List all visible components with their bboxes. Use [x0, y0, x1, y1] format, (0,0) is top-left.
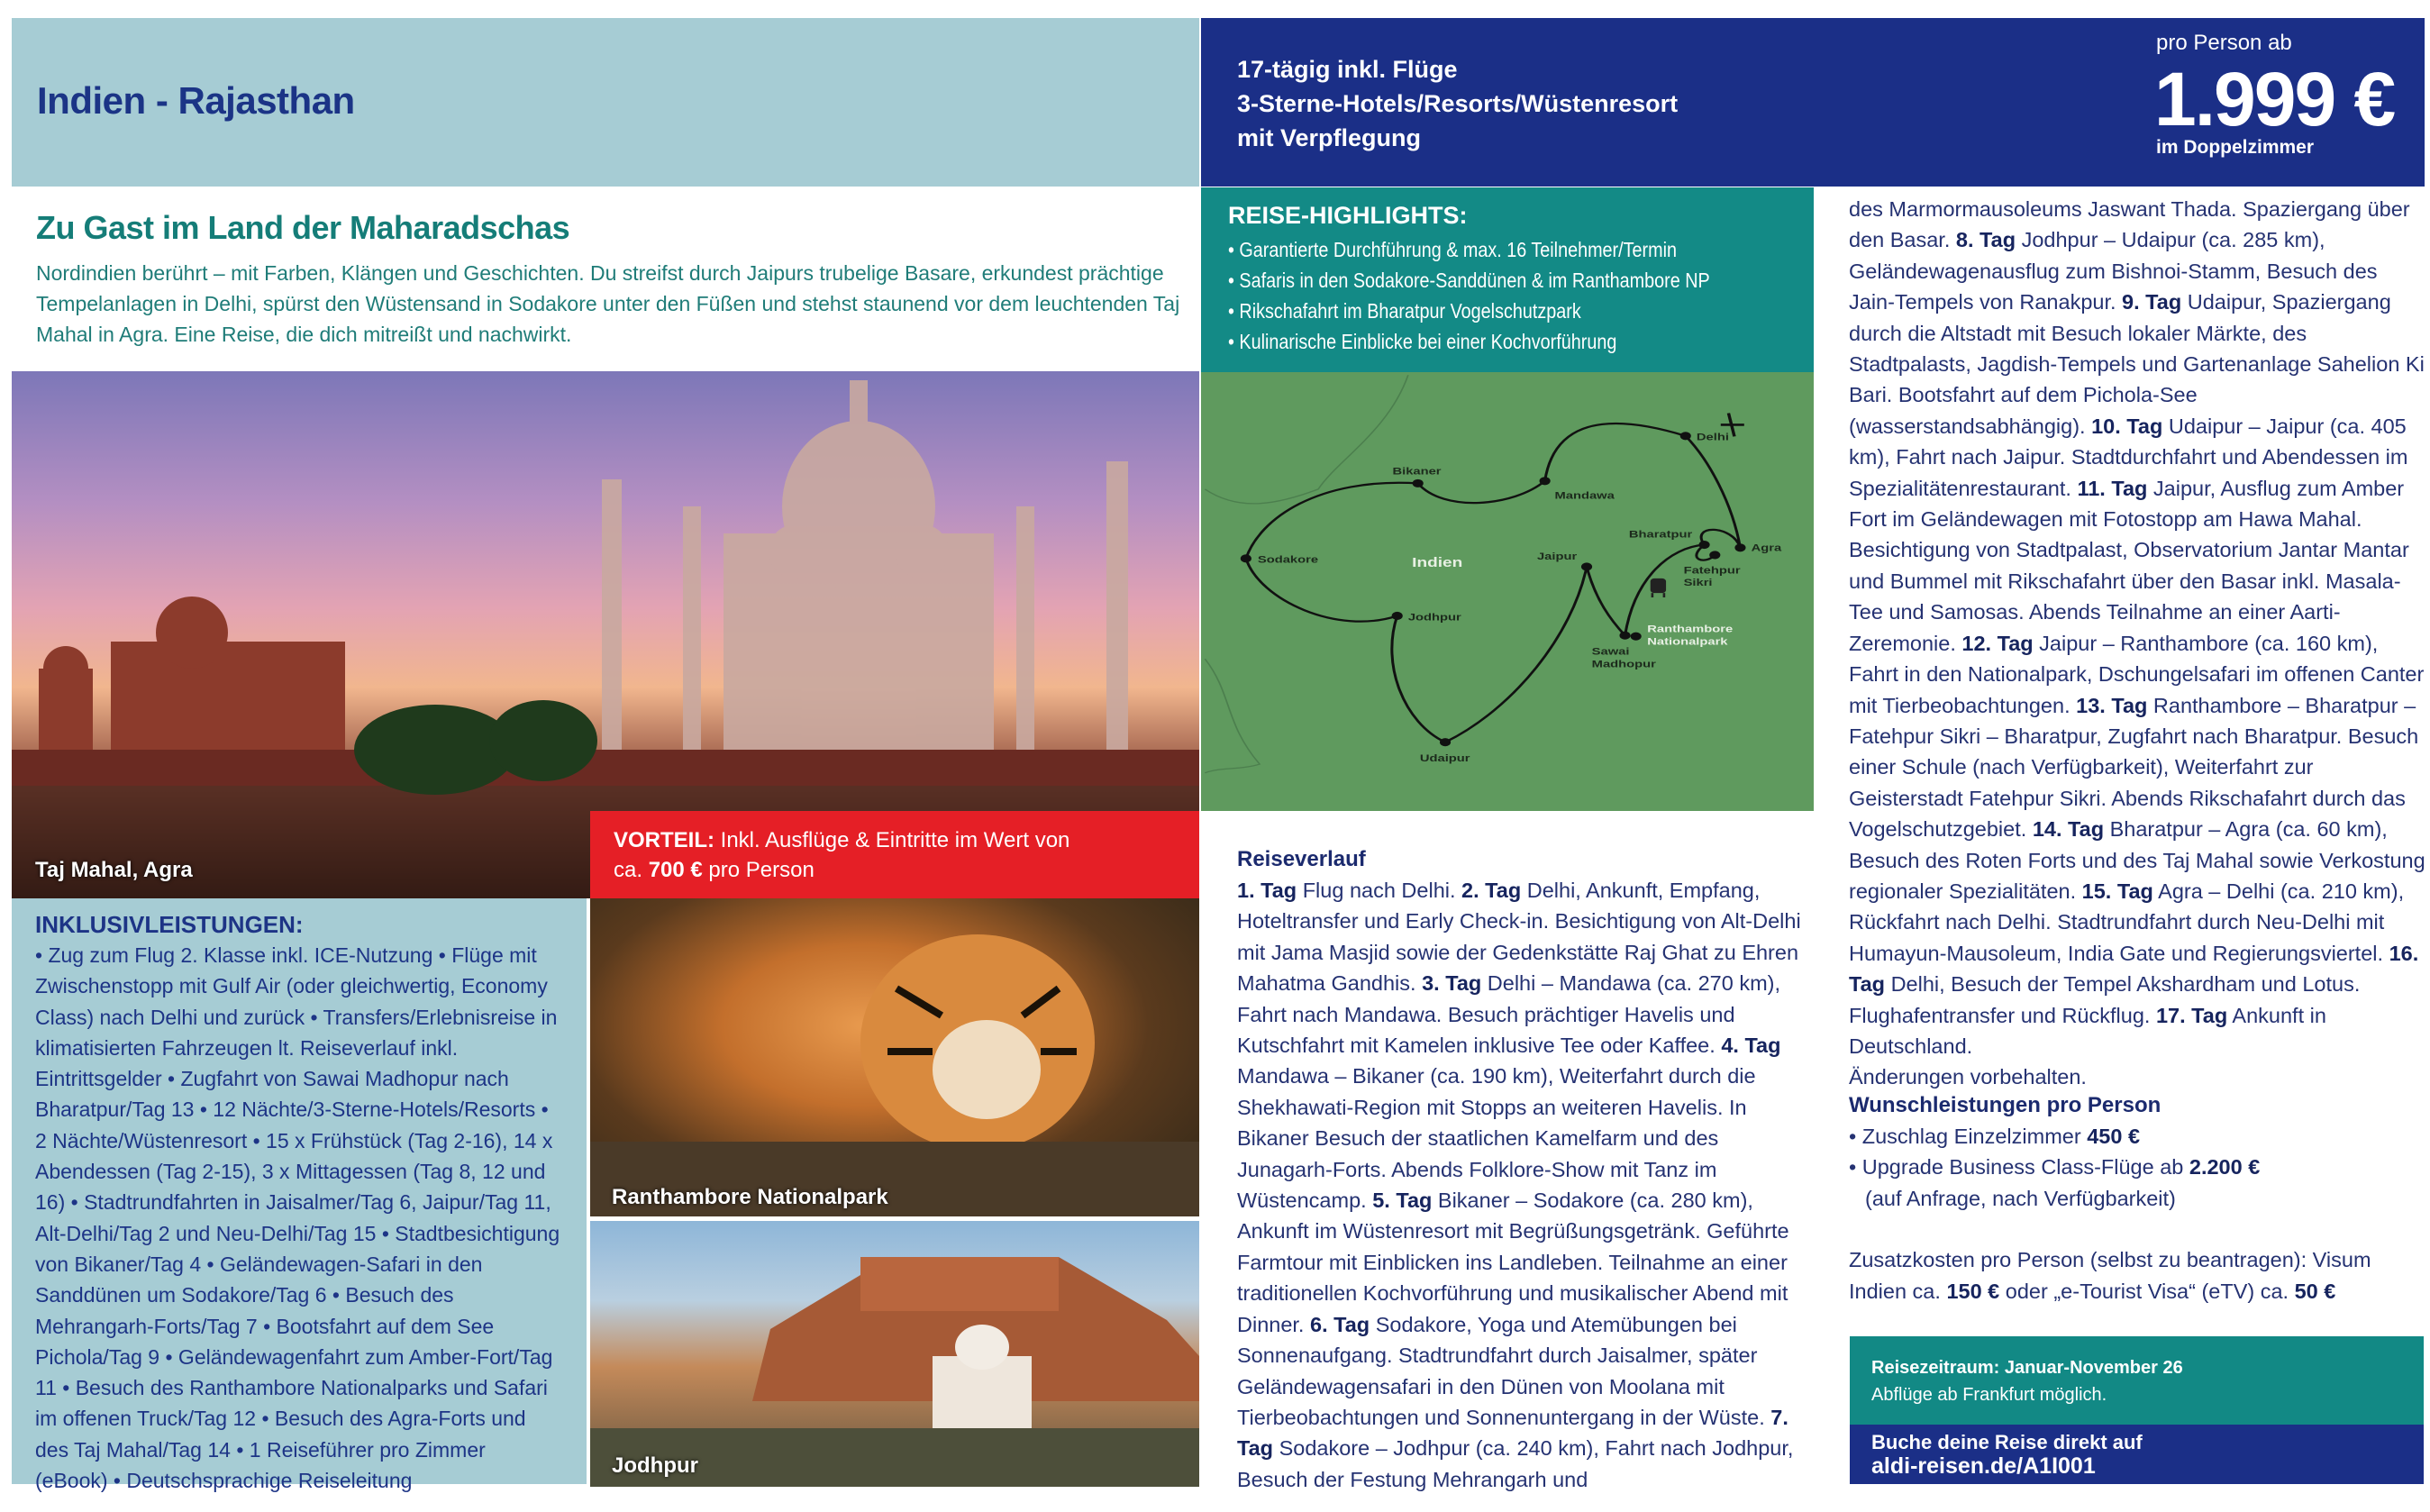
- abflug-info: Abflüge ab Frankfurt möglich.: [1871, 1385, 2107, 1405]
- fact-meals: mit Verpflegung: [1237, 124, 1422, 151]
- map-label-ranthambore: Ranthambore: [1647, 623, 1734, 634]
- day-text: Sodakore – Jodhpur (ca. 240 km), Fahrt nach Jodhpur, Besuch der Festung Mehrangarh und: [1237, 1436, 1794, 1491]
- tiger-illustration: [590, 898, 1199, 1216]
- price-suffix: im Doppelzimmer: [2156, 137, 2315, 158]
- map-label-delhi: Delhi: [1696, 431, 1729, 442]
- map-label-fatehpur: Fatehpur: [1683, 564, 1741, 576]
- day-text: Delhi, Ankunft, Empfang, Hoteltransfer und Early Check-in. Besichtigung von Alt-Delhi mit Jama Masjid sowie der Gedenkstätte Raj Ghat zu Ehren Mahatma Gandhis.: [1237, 879, 1801, 996]
- zusatz-text: oder „e-Tourist Visa“ (eTV) ca.: [1999, 1279, 2295, 1303]
- day-label: 14. Tag: [2032, 817, 2105, 842]
- city-dot-jodhpur: [1392, 612, 1403, 620]
- booking-box: [1850, 1425, 2424, 1484]
- highlight-item: • Kulinarische Einblicke bei einer Kochvorführung: [1228, 330, 1617, 353]
- zusatz-price-visum: 150 €: [1946, 1279, 2000, 1303]
- map-label-udaipur: Udaipur: [1419, 751, 1470, 764]
- day-label: 8. Tag: [1955, 228, 2016, 252]
- reiseverlauf-col1: [1237, 844, 1814, 1495]
- city-dot-bharatpur: [1699, 541, 1710, 549]
- day-text: Ankunft in Deutschland.: [1849, 1003, 2326, 1058]
- wunsch-item-business: [1849, 1152, 2425, 1182]
- day-label: 12. Tag: [1961, 631, 2034, 655]
- vorteil-box: [590, 811, 1199, 898]
- highlights-list: [1228, 234, 1786, 357]
- zusatz-text: Zusatzkosten pro Person (selbst zu beantragen): Visum Indien ca.: [1849, 1248, 2371, 1303]
- inklusiv-title: INKLUSIVLEISTUNGEN:: [35, 911, 304, 938]
- map-label-jodhpur: Jodhpur: [1407, 611, 1461, 623]
- day-label: 11. Tag: [2077, 476, 2148, 500]
- city-dot-bikaner: [1413, 479, 1424, 487]
- day-label: 9. Tag: [2122, 290, 2182, 314]
- taj-caption: Taj Mahal, Agra: [35, 858, 193, 882]
- map-label-mandawa: Mandawa: [1554, 489, 1615, 501]
- day-text: Udaipur, Spaziergang durch die Altstadt mit Besuch lokaler Märkte, des Stadtpalasts, Jagdish-Tempels und Gartenanlage Sahelion Ki Bari. Bootsfahrt auf dem Pichola-See (wasserstandsabhängig).: [1849, 290, 2425, 438]
- map-label-sodakore: Sodakore: [1257, 553, 1319, 566]
- city-dot-udaipur: [1440, 738, 1451, 746]
- map-label-bikaner: Bikaner: [1392, 465, 1442, 478]
- day-label: 6. Tag: [1310, 1312, 1370, 1336]
- reiseverlauf-text-continued: [1849, 194, 2425, 1061]
- day-text: Ranthambore – Bharatpur – Fatehpur Sikri – Bharatpur, Zugfahrt nach Bharatpur. Besuch einer Schule (nach Verfügbarkeit), Weiterfahrt zur Geisterstadt Fatehpur Sikri. Abends Rikschafahrt durch das Vogelschutzgebiet.: [1849, 693, 2419, 842]
- highlight-item: • Garantierte Durchführung & max. 16 Teilnehmer/Termin: [1228, 238, 1677, 261]
- vorteil-text-person: pro Person: [702, 858, 815, 882]
- inklusiv-text: • Zug zum Flug 2. Klasse inkl. ICE-Nutzung • Flüge mit Zwischenstopp mit Gulf Air (oder gleichwertig, Economy Class) nach Delhi und zurück • Transfers/Erlebnisreise in klimatisierten Fahrzeugen lt. Reiseverlauf inkl. Eintrittsgelder • Zugfahrt von Sawai Madhopur nach Bharatpur/Tag 13 • 12 Nächte/3-Sterne-Hotels/Resorts • 2 Nächte/Wüstenresort • 15 x Frühstück (Tag 2-16), 14 x Abendessen (Tag 2-15), 3 x Mittagessen (Tag 8, 12 und 16) • Stadtrundfahrten in Jaisalmer/Tag 6, Jaipur/Tag 11, Alt-Delhi/Tag 2 und Neu-Delhi/Tag 15 • Stadtbesichtigung von Bikaner/Tag 4 • Geländewagen-Safari in den Sanddünen um Sodakore/Tag 6 • Besuch des Mehrangarh-Forts/Tag 7 • Bootsfahrt auf dem See Pichola/Tag 9 • Geländewagenfahrt zum Amber-Fort/Tag 11 • Besuch des Ranthambore Nationalparks und Safari im offenen Truck/Tag 12 • Besuch des Agra-Forts und des Taj Mahal/Tag 14 • 1 Reiseführer pro Zimmer (eBook) • Deutschsprachige Reiseleitung: [35, 943, 560, 1493]
- day-text: Jaipur, Ausflug zum Amber Fort im Geländewagen mit Fotostopp am Hawa Mahal. Besichtigung von Stadtpalast, Observatorium Jantar Mantar und Bummel mit Rikschafahrt über den Basar inkl. Masala-Tee und Samosas. Abends Teilnahme an einer Aarti-Zeremonie.: [1849, 476, 2409, 655]
- city-dot-mandawa: [1540, 477, 1551, 485]
- day-label: 15. Tag: [2081, 879, 2153, 903]
- day-text: Bikaner – Sodakore (ca. 280 km), Ankunft im Wüstenresort mit Begrüßungsgetränk. Geführte Farmtour mit Einblicken ins Landleben. Teilnahme an einer traditionellen Kochvorführung und musikalischer Abend mit Dinner.: [1237, 1189, 1789, 1336]
- map-label-agra: Agra: [1751, 542, 1782, 554]
- reisezeitraum: Reisezeitraum: Januar-November 26: [1871, 1358, 2183, 1378]
- intro-headline: Zu Gast im Land der Maharadschas: [36, 209, 570, 246]
- price-banner: [1201, 18, 2425, 187]
- wunsch-item-price: 2.200 €: [2189, 1155, 2261, 1180]
- wunsch-item-text: • Upgrade Business Class-Flüge ab: [1849, 1155, 2189, 1180]
- day-label: 10. Tag: [2091, 414, 2163, 438]
- reiseverlauf-note: Änderungen vorbehalten.: [1849, 1065, 2087, 1089]
- city-dot-ranthambore: [1631, 633, 1642, 641]
- tiger-photo: [590, 898, 1199, 1216]
- tiger-caption: Ranthambore Nationalpark: [612, 1185, 888, 1209]
- extras: [1849, 1090, 2425, 1307]
- day-text: Delhi, Besuch der Tempel Akshardham und Lotus. Flughafentransfer und Rückflug.: [1849, 972, 2361, 1027]
- fact-hotels: 3-Sterne-Hotels/Resorts/Wüstenresort: [1237, 90, 1679, 117]
- city-dot-fatehpur-sikri: [1709, 551, 1720, 559]
- intro-text: Nordindien berührt – mit Farben, Klängen und Geschichten. Du streifst durch Jaipurs trubelige Basare, erkundest prächtige Tempelanlagen in Delhi, spürst den Wüstensand in Sodakore unter den Füßen und stehst staunend vor dem leuchtenden Taj Mahal in Agra. Eine Reise, die dich mitreißt und nachwirkt.: [36, 261, 1180, 346]
- jodhpur-caption: Jodhpur: [612, 1453, 698, 1478]
- vorteil-text-ca: ca.: [614, 858, 649, 882]
- wunsch-item-price: 450 €: [2087, 1125, 2141, 1148]
- day-text: Mandawa – Bikaner (ca. 190 km), Weiterfahrt durch die Shekhawati-Region mit Stopps an weiteren Havelis. In Bikaner Besuch der staatlichen Kamelfarm und des Junagarh-Forts. Abends Folklore-Show mit Tanz im Wüstencamp.: [1237, 1064, 1756, 1213]
- route-map: [1201, 372, 1814, 811]
- city-dot-agra: [1734, 543, 1745, 551]
- booking-link[interactable]: aldi-reisen.de/A1I001: [1871, 1453, 2096, 1479]
- price: 1.999 €: [2154, 57, 2395, 141]
- train-icon: [1651, 578, 1666, 597]
- day-label: 1. Tag: [1237, 879, 1297, 902]
- jodhpur-photo: [590, 1221, 1199, 1487]
- day-label: 7. Tag: [1237, 1405, 1788, 1461]
- day-text: Flug nach Delhi.: [1297, 879, 1462, 902]
- zusatz-price-etv: 50 €: [2294, 1279, 2336, 1303]
- city-dot-jaipur: [1581, 562, 1592, 570]
- vorteil-amount: 700 €: [648, 858, 703, 882]
- map-label-sawai: Sawai: [1591, 645, 1630, 657]
- trip-facts: [1237, 52, 1678, 155]
- day-label: 4. Tag: [1721, 1034, 1781, 1058]
- day-label: 3. Tag: [1422, 971, 1482, 996]
- wunsch-title: Wunschleistungen pro Person: [1849, 1093, 2162, 1117]
- route-map-svg: [1201, 372, 1814, 811]
- border-line: [1205, 659, 1260, 773]
- map-label-jaipur: Jaipur: [1536, 550, 1578, 562]
- map-label-country: Indien: [1412, 555, 1463, 570]
- inklusivleistungen: [12, 898, 587, 1493]
- price-prefix: pro Person ab: [2156, 31, 2292, 55]
- vorteil-label: VORTEIL:: [614, 828, 714, 852]
- day-text: Jodhpur – Udaipur (ca. 285 km), Geländewagenausflug zum Bishnoi-Stamm, Besuch des Jain-Tempels von Ranakpur.: [1849, 228, 2378, 314]
- booking-text: Buche deine Reise direkt auf: [1871, 1431, 2143, 1453]
- spacer: [1849, 1214, 2425, 1244]
- reiseverlauf-title: Reiseverlauf: [1237, 847, 1366, 871]
- wunsch-item-einzelzimmer: [1849, 1121, 2425, 1152]
- reiseverlauf-col2: [1849, 194, 2425, 1093]
- map-label-bharatpur: Bharatpur: [1628, 528, 1693, 540]
- highlight-item: • Safaris in den Sodakore-Sanddünen & im Ranthambore NP: [1228, 269, 1710, 292]
- wunsch-item-text: • Zuschlag Einzelzimmer: [1849, 1125, 2088, 1148]
- day-label: 16. Tag: [1849, 941, 2419, 997]
- vorteil-text: Inkl. Ausflüge & Eintritte im Wert von: [714, 828, 1070, 852]
- map-label-madhopur: Madhopur: [1591, 658, 1656, 669]
- reise-highlights: [1201, 187, 1814, 372]
- day-text: Jaipur – Ranthambore (ca. 160 km), Fahrt in den Nationalpark, Dschungelsafari im offenen Canter mit Tierbeobachtungen.: [1849, 631, 2425, 717]
- day-text: Delhi – Mandawa (ca. 270 km), Fahrt nach Mandawa. Besuch prächtiger Havelis und Kutschfahrt mit Kamelen inklusive Tee oder Kaffee.: [1237, 971, 1781, 1058]
- day-text: Agra – Delhi (ca. 210 km), Rückfahrt nach Delhi. Stadtrundfahrt durch Neu-Delhi mit Humayun-Mausoleum, India Gate und Regierungsviertel.: [1849, 879, 2405, 965]
- route-line: [1246, 424, 1741, 742]
- highlight-item: • Rikschafahrt im Bharatpur Vogelschutzpark: [1228, 299, 1581, 323]
- intro: [36, 209, 1189, 350]
- day-text: Sodakore, Yoga und Atemübungen bei Sonnenaufgang. Stadtrundfahrt durch Jaisalmer, später Geländewagensafari in den Dünen von Moolana mit Tierbeobachtungen und Sonnenuntergang in der Wüste.: [1237, 1312, 1771, 1429]
- wunsch-item-note: (auf Anfrage, nach Verfügbarkeit): [1865, 1186, 2176, 1210]
- highlights-title: REISE-HIGHLIGHTS:: [1228, 202, 1468, 229]
- zusatzkosten: [1849, 1244, 2425, 1307]
- day-text: des Marmormausoleums Jaswant Thada. Spaziergang über den Basar.: [1849, 197, 2410, 252]
- day-text: Bharatpur – Agra (ca. 60 km), Besuch des Roten Forts und des Taj Mahal sowie Verkostung regionaler Spezialitäten.: [1849, 817, 2425, 903]
- page-title: Indien - Rajasthan: [37, 79, 355, 122]
- day-label: 17. Tag: [2155, 1003, 2228, 1027]
- day-label: 13. Tag: [2076, 693, 2148, 717]
- reiseverlauf-text: [1237, 875, 1814, 1495]
- fact-duration: 17-tägig inkl. Flüge: [1237, 56, 1458, 83]
- day-label: 2. Tag: [1461, 879, 1522, 902]
- map-label-nationalpark: Nationalpark: [1647, 635, 1728, 648]
- city-dot-sawai-madhopur: [1619, 632, 1630, 640]
- day-text: Udaipur – Jaipur (ca. 405 km), Fahrt nach Jaipur. Stadtdurchfahrt und Abendessen im Spezialitätenrestaurant.: [1849, 414, 2408, 500]
- city-dot-sodakore: [1241, 554, 1251, 562]
- day-label: 5. Tag: [1372, 1189, 1433, 1213]
- reisezeitraum-box: [1850, 1336, 2424, 1425]
- map-label-sikri: Sikri: [1683, 576, 1713, 588]
- jodhpur-illustration: [590, 1221, 1199, 1487]
- title-banner: [12, 18, 1199, 187]
- city-dot-delhi: [1680, 432, 1691, 440]
